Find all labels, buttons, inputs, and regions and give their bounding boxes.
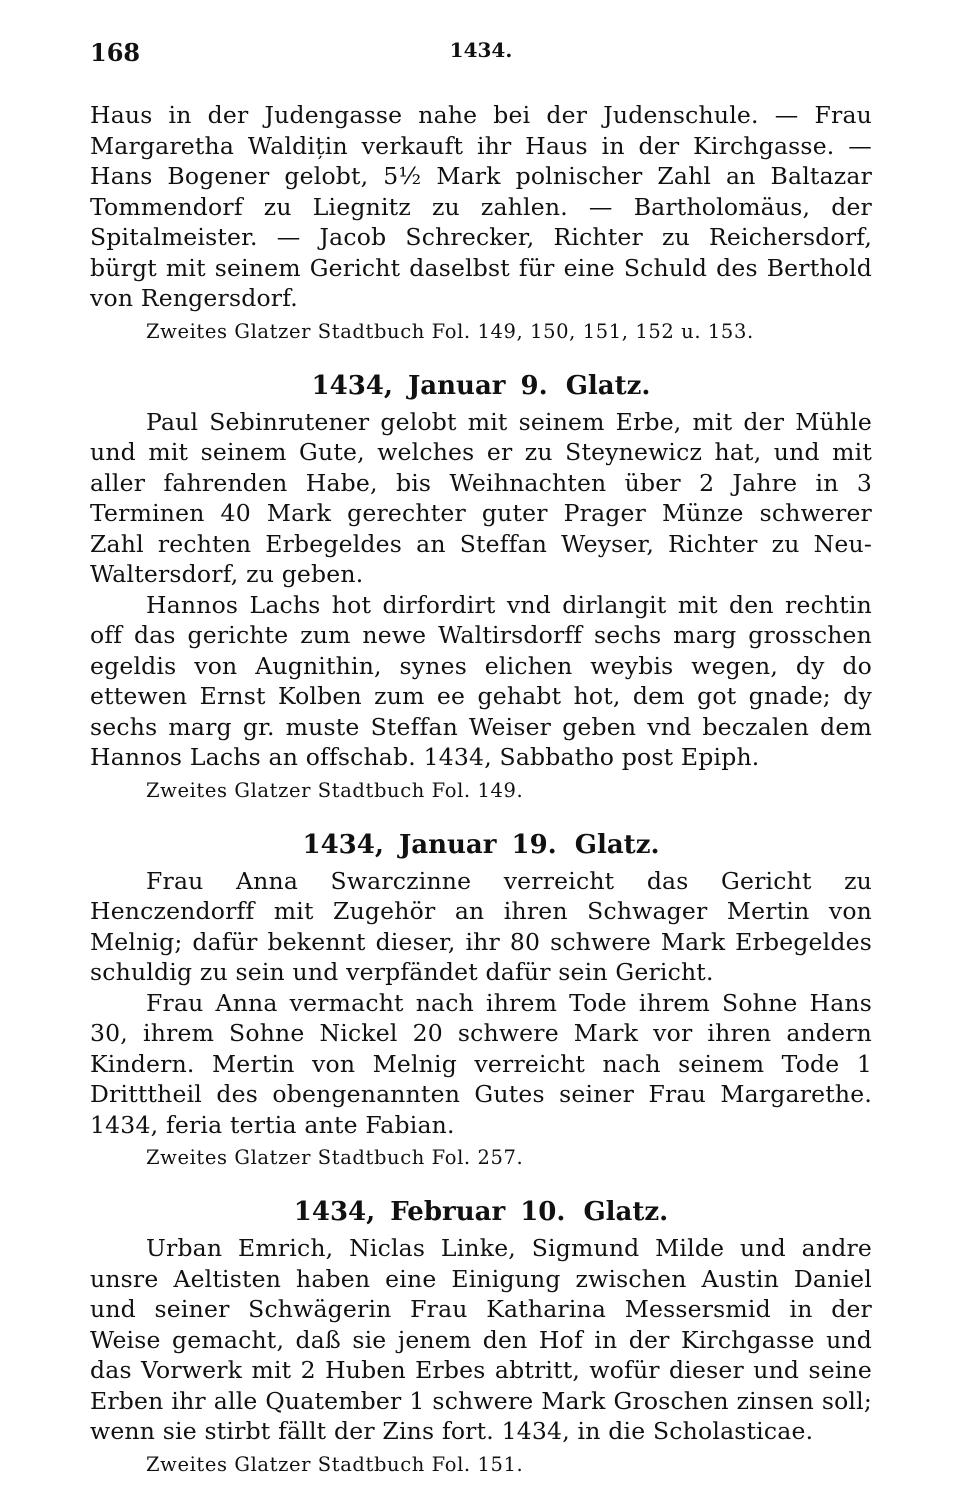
source-citation: Zweites Glatzer Stadtbuch Fol. 257. (146, 1146, 524, 1169)
running-head-year: 1434. (449, 38, 513, 62)
entry-date: 1434, Januar 19. (302, 829, 557, 860)
entry-heading (90, 371, 872, 401)
entry-paragraph: Paul Sebinrutener gelobt mit seinem Erbe, mit der Mühle und mit seinem Gute, welches er zu Steynewicz hat, und mit aller fahrenden Habe, bis Weihnachten über 2 Jahre in 3 Terminen 40 Mark gerechter guter Prager Münze schwerer Zahl rechten Erbegeldes an Steffan Weyser, Richter zu Neu-Waltersdorf, zu geben. (90, 407, 872, 588)
page (90, 38, 872, 1478)
entry-heading (90, 830, 872, 860)
source-citation: Zweites Glatzer Stadtbuch Fol. 151. (146, 1452, 524, 1476)
source-citation: Zweites Glatzer Stadtbuch Fol. 149. (146, 778, 524, 802)
running-head (90, 38, 872, 78)
entry-date: 1434, Februar 10. (293, 1197, 566, 1227)
entry-place: Glatz. (583, 1197, 669, 1227)
entry-paragraph: Frau Anna vermacht nach ihrem Tode ihrem Sohne Hans 30, ihrem Sohne Nickel 20 schwere Mark vor ihren andern Kindern. Mertin von Melnig verreicht nach seinem Tode 1 Dritttheil des obengenannten Gutes seiner Frau Margarethe. 1434, feria tertia ante Fabian. (90, 988, 872, 1139)
entry-heading (90, 1197, 872, 1227)
source-citation: Zweites Glatzer Stadtbuch Fol. 149, 150, 151, 152 u. 153. (146, 319, 754, 343)
entry-paragraph: Urban Emrich, Niclas Linke, Sigmund Milde und andre unsre Aeltisten haben eine Einigung zwischen Austin Daniel und seiner Schwägerin Frau Katharina Messersmid in der Weise gemacht, daß sie jenem den Hof in der Kirchgasse und das Vorwerk mit 2 Huben Erbes abtritt, wofür dieser und seine Erben ihr alle Quatember 1 schwere Mark Groschen zinsen soll; wenn sie stirbt fällt der Zins fort. 1434, in die Scholasticae. (90, 1234, 872, 1445)
entry-paragraph: Hannos Lachs hot dirfordirt vnd dirlangit mit den rechtin off das gerichte zum newe Waltirsdorff sechs marg grosschen egeldis von Augnithin, synes elichen weybis wegen, dy do ettewen Ernst Kolben zum ee gehabt hot, dem got gnade; dy sechs marg gr. muste Steffan Weiser geben vnd beczalen dem Hannos Lachs an offschab. 1434, Sabbatho post Epiph. (90, 590, 872, 771)
entry-place: Glatz. (574, 829, 660, 860)
entry-paragraph: Frau Anna Swarczinne verreicht das Gericht zu Henczendorff mit Zugehör an ihren Schwager Mertin von Melnig; dafür bekennt dieser, ihr 80 schwere Mark Erbegeldes schuldig zu sein und verpfändet dafür sein Gericht. (90, 866, 872, 986)
lead-paragraph: Haus in der Judengasse nahe bei der Judenschule. — Frau Margaretha Waldițin verkauft ihr Haus in der Kirchgasse. — Hans Bogener gelobt, 5½ Mark polnischer Zahl an Baltazar Tommendorf zu Liegnitz zu zahlen. — Bartholomäus, der Spitalmeister. — Jacob Schrecker, Richter zu Reichersdorf, bürgt mit seinem Gericht daselbst für eine Schuld des Berthold von Rengersdorf. (90, 101, 872, 312)
entry-date: 1434, Januar 9. (311, 370, 548, 401)
page-number: 168 (90, 38, 141, 67)
entry-place: Glatz. (565, 370, 651, 401)
